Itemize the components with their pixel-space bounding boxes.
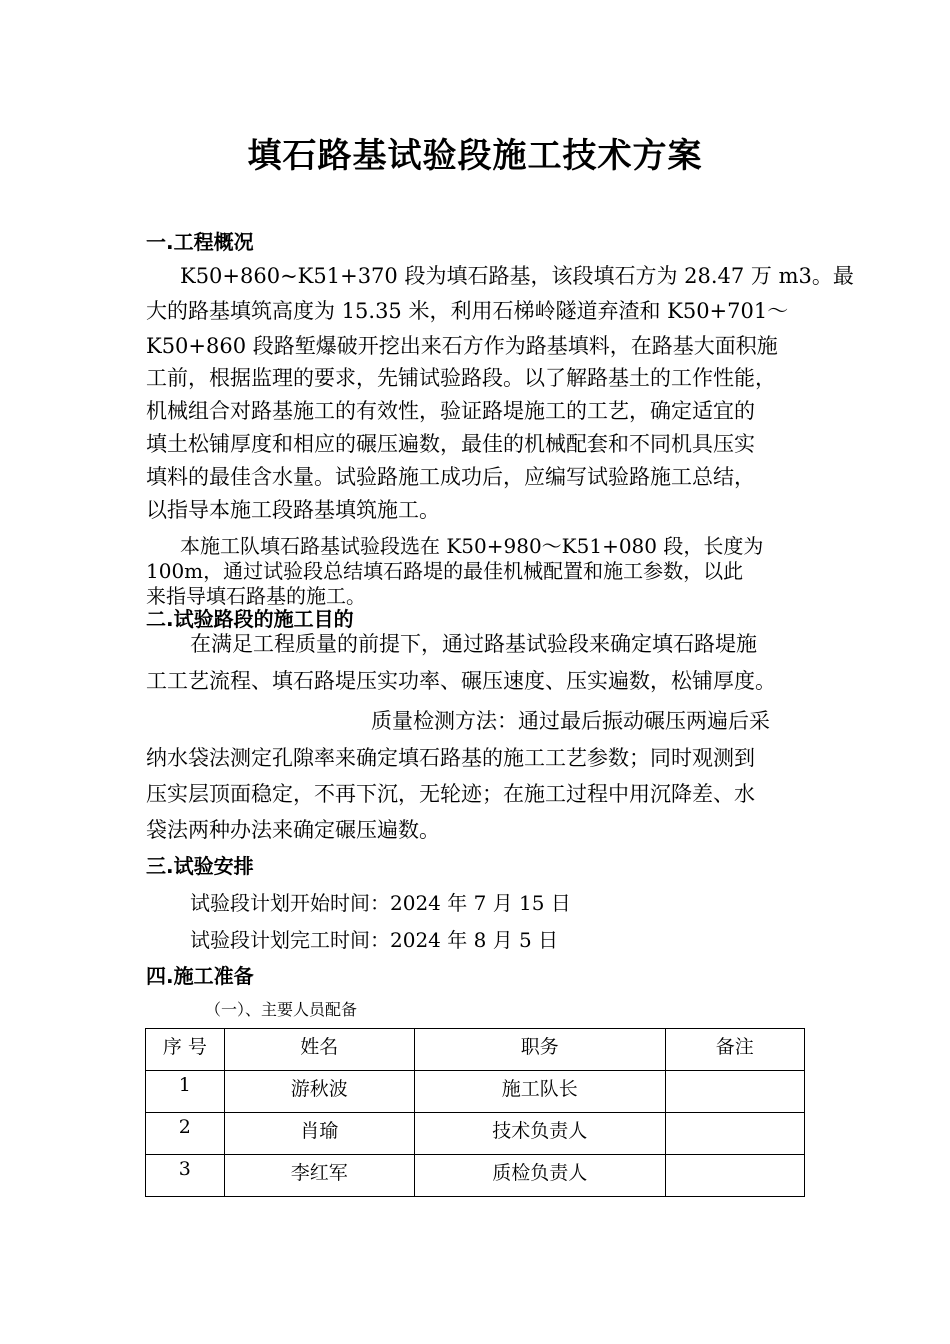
paragraph-line: 纳水袋法测定孔隙率来确定填石路基的施工工艺参数；同时观测到 xyxy=(146,746,755,770)
paragraph-line: 本施工队填石路基试验段选在 K50+980～K51+080 段，长度为 xyxy=(180,534,764,558)
table-header-cell: 姓名 xyxy=(224,1029,414,1071)
staff-table xyxy=(145,1028,805,1197)
table-row xyxy=(146,1155,805,1197)
paragraph-line: 袋法两种办法来确定碾压遍数。 xyxy=(146,818,440,842)
table-cell: 李红军 xyxy=(224,1155,414,1197)
document-title: 填石路基试验段施工技术方案 xyxy=(247,136,703,176)
table-header-cell: 序 号 xyxy=(146,1029,225,1071)
paragraph-line: 以指导本施工段路基填筑施工。 xyxy=(146,498,440,522)
table-cell: 肖瑜 xyxy=(224,1113,414,1155)
paragraph-line: 填土松铺厚度和相应的碾压遍数，最佳的机械配套和不同机具压实 xyxy=(146,432,755,456)
table-cell: 施工队长 xyxy=(414,1071,665,1113)
section-heading-schedule: 三.试验安排 xyxy=(146,854,254,878)
table-cell: 游秋波 xyxy=(224,1071,414,1113)
section-heading-purpose: 二.试验路段的施工目的 xyxy=(146,607,354,631)
schedule-start: 试验段计划开始时间：2024 年 7 月 15 日 xyxy=(190,891,571,915)
table-cell xyxy=(665,1155,804,1197)
sub-heading-staff: （一）、主要人员配备 xyxy=(205,1000,358,1019)
paragraph-line: 在满足工程质量的前提下，通过路基试验段来确定填石路堤施 xyxy=(190,632,757,656)
table-cell: 质检负责人 xyxy=(414,1155,665,1197)
table-cell: 2 xyxy=(146,1113,225,1155)
schedule-end: 试验段计划完工时间：2024 年 8 月 5 日 xyxy=(190,928,559,952)
paragraph-line: 工前，根据监理的要求，先铺试验路段。以了解路基土的工作性能， xyxy=(146,366,776,390)
table-row xyxy=(146,1113,805,1155)
table-cell: 3 xyxy=(146,1155,225,1197)
paragraph-line: 100m，通过试验段总结填石路堤的最佳机械配置和施工参数，以此 xyxy=(146,559,744,583)
table-row xyxy=(146,1071,805,1113)
table-cell xyxy=(665,1071,804,1113)
paragraph-line: 机械组合对路基施工的有效性，验证路堤施工的工艺，确定适宜的 xyxy=(146,399,755,423)
paragraph-line: 大的路基填筑高度为 15.35 米，利用石梯岭隧道弃渣和 K50+701～ xyxy=(146,299,789,323)
section-heading-overview: 一.工程概况 xyxy=(146,230,254,254)
paragraph-line: 来指导填石路基的施工。 xyxy=(146,584,366,608)
table-cell: 技术负责人 xyxy=(414,1113,665,1155)
section-heading-preparation: 四.施工准备 xyxy=(146,964,254,988)
paragraph-line: 工工艺流程、填石路堤压实功率、碾压速度、压实遍数，松铺厚度。 xyxy=(146,669,776,693)
table-header-row xyxy=(146,1029,805,1071)
paragraph-line: K50+860 段路堑爆破开挖出来石方作为路基填料，在路基大面积施 xyxy=(146,334,778,358)
table-header-cell: 职务 xyxy=(414,1029,665,1071)
paragraph-line: 压实层顶面稳定，不再下沉，无轮迹；在施工过程中用沉降差、水 xyxy=(146,782,755,806)
paragraph-line: 质量检测方法：通过最后振动碾压两遍后采 xyxy=(371,709,770,733)
paragraph-line: 填料的最佳含水量。试验路施工成功后，应编写试验路施工总结， xyxy=(146,465,755,489)
table-cell xyxy=(665,1113,804,1155)
paragraph-line: K50+860~K51+370 段为填石路基，该段填石方为 28.47 万 m3。最 xyxy=(180,264,854,288)
table-header-cell: 备注 xyxy=(665,1029,804,1071)
table-cell: 1 xyxy=(146,1071,225,1113)
